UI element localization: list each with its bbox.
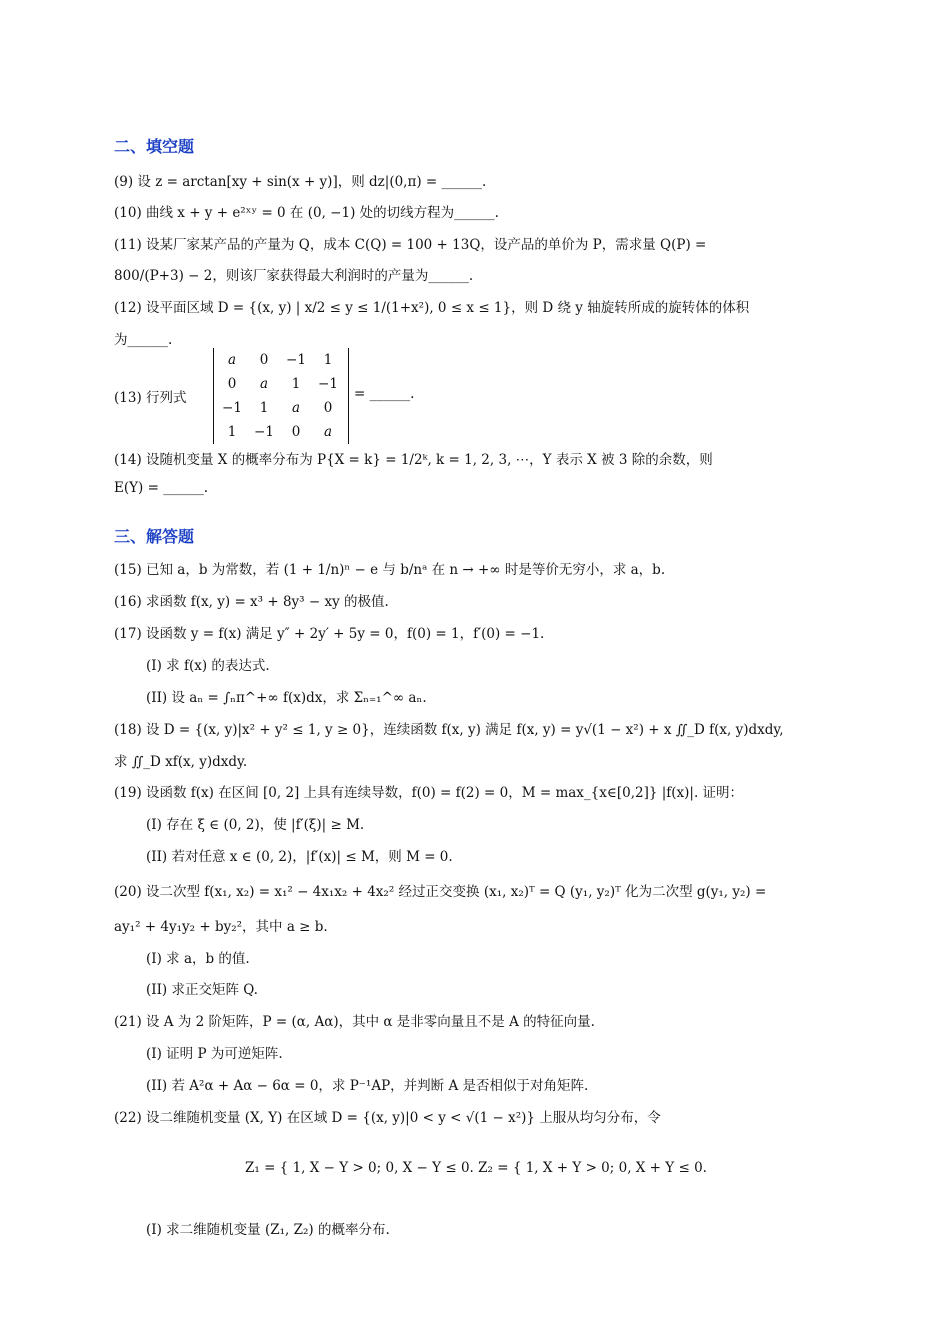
det-cell: 1 (291, 376, 301, 392)
problem-20-part-2: (II) 求正交矩阵 Q. (146, 982, 258, 998)
det-cell: 1 (323, 352, 333, 368)
det-cell: 0 (227, 376, 237, 392)
problem-17-part-1: (I) 求 f(x) 的表达式. (146, 658, 270, 674)
problem-19-part-2: (II) 若对任意 x ∈ (0, 2)，|f′(x)| ≤ M，则 M = 0. (146, 849, 453, 865)
problem-16: (16) 求函数 f(x, y) = x³ + 8y³ − xy 的极值. (114, 594, 389, 610)
problem-22-part-1: (I) 求二维随机变量 (Z₁, Z₂) 的概率分布. (146, 1222, 390, 1238)
det-cell: a (259, 376, 269, 392)
det-cell: −1 (318, 376, 338, 392)
problem-14-line-1: (14) 设随机变量 X 的概率分布为 P{X = k} = 1/2ᵏ, k = 1, 2, 3, ⋯，Y 表示 X 被 3 除的余数，则 (114, 452, 713, 468)
problem-10: (10) 曲线 x + y + e²ˣʸ = 0 在 (0, −1) 处的切线方程为______. (114, 205, 499, 221)
det-cell: a (227, 352, 237, 368)
problem-13-label: (13) 行列式 (114, 390, 187, 406)
problem-18-line-1: (18) 设 D = {(x, y)|x² + y² ≤ 1, y ≥ 0}，连续函数 f(x, y) 满足 f(x, y) = y√(1 − x²) + x ∬_D f(x, y)dxdy, (114, 722, 784, 738)
problem-20-line-2: ay₁² + 4y₁y₂ + by₂²，其中 a ≥ b. (114, 919, 328, 935)
problem-17: (17) 设函数 y = f(x) 满足 y″ + 2y′ + 5y = 0，f(0) = 1，f′(0) = −1. (114, 626, 545, 642)
problem-20-part-1: (I) 求 a，b 的值. (146, 951, 250, 967)
problem-20-line-1: (20) 设二次型 f(x₁, x₂) = x₁² − 4x₁x₂ + 4x₂² 经过正交变换 (x₁, x₂)ᵀ = Q (y₁, y₂)ᵀ 化为二次型 g(y₁, y₂) = (114, 884, 767, 900)
problem-21-part-2: (II) 若 A²α + Aα − 6α = 0，求 P⁻¹AP，并判断 A 是否相似于对角矩阵. (146, 1078, 589, 1094)
problem-22-z-definitions: Z₁ = { 1, X − Y > 0; 0, X − Y ≤ 0. Z₂ = { 1, X + Y > 0; 0, X + Y ≤ 0. (245, 1160, 707, 1176)
det-cell: a (291, 400, 301, 416)
determinant-matrix (213, 348, 349, 444)
problem-11-line-2: 800/(P+3) − 2，则该厂家获得最大利润时的产量为______. (114, 268, 474, 284)
section-fill-blank-title: 二、填空题 (114, 137, 195, 156)
problem-9: (9) 设 z = arctan[xy + sin(x + y)]，则 dz|(0,π) = ______. (114, 174, 487, 190)
det-cell: a (323, 424, 333, 440)
problem-21-part-1: (I) 证明 P 为可逆矩阵. (146, 1046, 283, 1062)
problem-18-line-2: 求 ∬_D xf(x, y)dxdy. (114, 754, 248, 770)
det-cell: −1 (222, 400, 242, 416)
problem-13-tail: = ______. (354, 386, 415, 402)
problem-17-part-2: (II) 设 aₙ = ∫ₙπ^+∞ f(x)dx，求 Σₙ₌₁^∞ aₙ. (146, 690, 427, 706)
det-cell: 0 (291, 424, 301, 440)
det-cell: 1 (259, 400, 269, 416)
det-cell: 0 (323, 400, 333, 416)
section-answer-title: 三、解答题 (114, 527, 195, 546)
det-cell: 0 (259, 352, 269, 368)
problem-22: (22) 设二维随机变量 (X, Y) 在区域 D = {(x, y)|0 < y < √(1 − x²)} 上服从均匀分布，令 (114, 1110, 661, 1126)
problem-19-part-1: (I) 存在 ξ ∈ (0, 2)，使 |f′(ξ)| ≥ M. (146, 817, 365, 833)
problem-21: (21) 设 A 为 2 阶矩阵，P = (α, Aα)，其中 α 是非零向量且不是 A 的特征向量. (114, 1014, 595, 1030)
problem-19: (19) 设函数 f(x) 在区间 [0, 2] 上具有连续导数，f(0) = f(2) = 0，M = max_{x∈[0,2]} |f(x)|. 证明： (114, 785, 744, 801)
det-cell: −1 (254, 424, 274, 440)
det-cell: 1 (227, 424, 237, 440)
problem-12-line-1: (12) 设平面区域 D = {(x, y) | x/2 ≤ y ≤ 1/(1+x²), 0 ≤ x ≤ 1}，则 D 绕 y 轴旋转所成的旋转体的体积 (114, 300, 750, 316)
det-cell: −1 (286, 352, 306, 368)
problem-11-line-1: (11) 设某厂家某产品的产量为 Q，成本 C(Q) = 100 + 13Q，设产品的单价为 P，需求量 Q(P) = (114, 237, 707, 253)
problem-14-line-2: E(Y) = ______. (114, 480, 208, 496)
problem-12-line-2: 为______. (114, 332, 173, 348)
problem-15: (15) 已知 a，b 为常数，若 (1 + 1/n)ⁿ − e 与 b/nᵃ 在 n → +∞ 时是等价无穷小，求 a，b. (114, 562, 666, 578)
